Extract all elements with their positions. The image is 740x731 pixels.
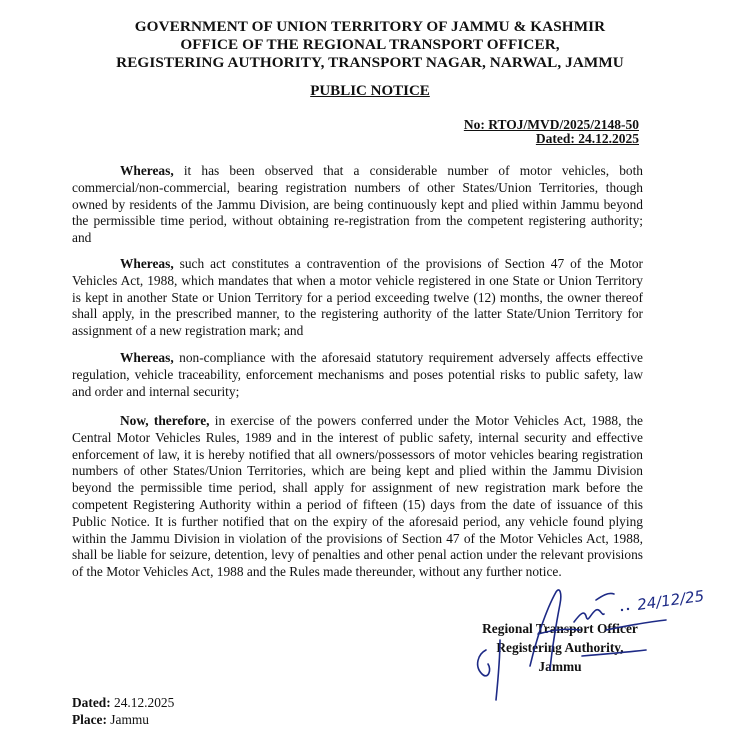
signatory-title: Regional Transport Officer	[482, 621, 638, 636]
paragraph-2-lead: Whereas,	[120, 256, 174, 271]
reference-date: Dated: 24.12.2025	[535, 131, 639, 146]
header-line-1: GOVERNMENT OF UNION TERRITORY OF JAMMU & KASHMIR	[134, 18, 606, 35]
header-line-2: OFFICE OF THE REGIONAL TRANSPORT OFFICER,	[180, 36, 560, 53]
signatory-location: Jammu	[538, 659, 582, 674]
footer-dated	[72, 694, 174, 711]
paragraph-4-text: in exercise of the powers conferred under the Motor Vehicles Act, 1988, the Central Motor Vehicles Rules, 1989 and in the interest of public safety, internal security and effective enforcement of law, it is hereby notified that all owners/possessors of motor vehicles bearing registration numbers of other States/Union Territories, which are being kept and plied within the Jammu Division beyond the permissible time period, shall apply for assignment of new registration mark before the competent Registering Authority within a period of fifteen (15) days from the date of issuance of this Public Notice. It is further notified that on the expiry of the aforesaid period, any vehicle found plying within the Jammu Division in violation of the provisions of Section 47 of the Motor Vehicles Act, 1988, shall be liable for seizure, detention, levy of penalties and other penal action under the relevant provisions of the Motor Vehicles Act, 1988 and the Rules made thereunder, without any further notice.	[72, 413, 643, 580]
notice-title: PUBLIC NOTICE	[310, 83, 430, 99]
paragraph-2-text: such act constitutes a contravention of the provisions of Section 47 of the Motor Vehicles Act, 1988, which mandates that when a motor vehicle registered in one State or Union Territory is kept in another State or Union Territory for a period exceeding twelve (12) months, the owner thereof shall apply, in the prescribed manner, to the registering authority of the latter State/Union Territory for assignment of a new registration mark; and	[72, 256, 643, 339]
footer-place-label: Place:	[72, 712, 107, 727]
signature-date: 24/12/25	[636, 586, 706, 614]
paragraph-1	[72, 163, 643, 247]
signatory-authority: Registering Authority,	[496, 640, 624, 655]
footer-place	[72, 711, 149, 728]
reference-number: No: RTOJ/MVD/2025/2148-50	[463, 117, 639, 132]
paragraph-3-text: non-compliance with the aforesaid statutory requirement adversely affects effective regulation, vehicle traceability, enforcement mechanisms and poses potential risks to public safety, law and order and internal security;	[72, 350, 643, 399]
paragraph-4	[72, 413, 643, 581]
paragraph-1-lead: Whereas,	[120, 163, 174, 178]
paragraph-3-lead: Whereas,	[120, 350, 174, 365]
footer-dated-value: 24.12.2025	[110, 695, 175, 710]
header-line-3: REGISTERING AUTHORITY, TRANSPORT NAGAR, NARWAL, JAMMU	[116, 54, 624, 71]
handwritten-signature	[456, 570, 716, 710]
footer-dated-label: Dated:	[72, 695, 111, 710]
paragraph-4-lead: Now, therefore,	[120, 413, 210, 428]
paragraph-2	[72, 256, 643, 340]
footer-place-value: Jammu	[106, 712, 149, 727]
paragraph-1-text: it has been observed that a considerable number of motor vehicles, both commercial/non-commercial, bearing registration numbers of other States/Union Territories, though owned by residents of the Jammu Division, are being continuously kept and plied within Jammu beyond the permissible time period, without obtaining re-registration from the competent registering authority; and	[72, 163, 643, 246]
paragraph-3	[72, 350, 643, 400]
